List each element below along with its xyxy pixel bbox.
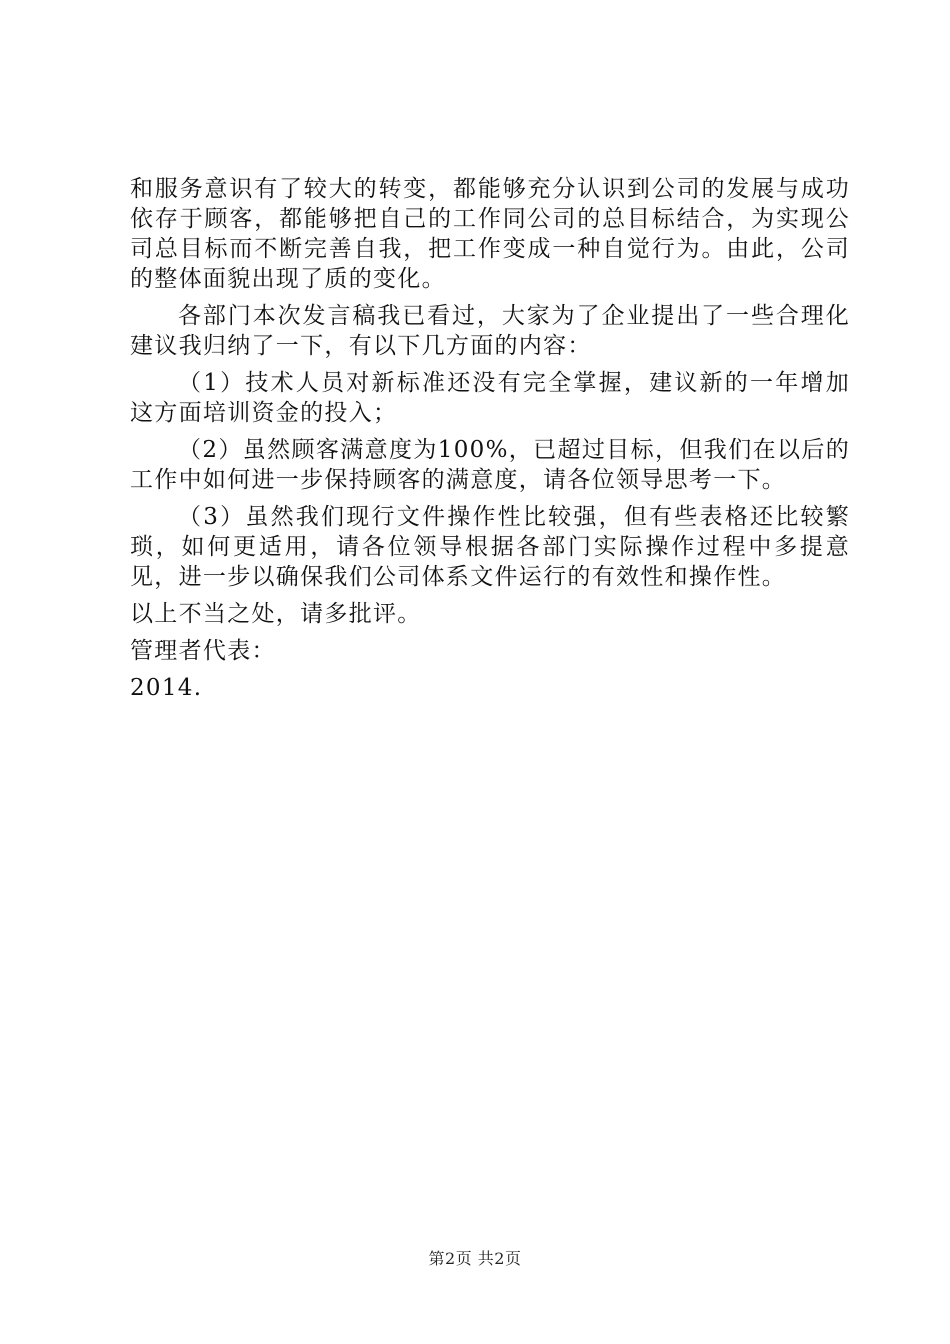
suggestion-item-3: （3）虽然我们现行文件操作性比较强，但有些表格还比较繁琐，如何更适用，请各位领导根据各部门实际操作过程中多提意见，进一步以确保我们公司体系文件运行的有效性和操作性。	[130, 504, 850, 590]
paragraph-suggestions-intro: 各部门本次发言稿我已看过，大家为了企业提出了一些合理化建议我归纳了一下，有以下几方面的内容：	[130, 303, 850, 359]
suggestion-item-2: （2）虽然顾客满意度为100%，已超过目标，但我们在以后的工作中如何进一步保持顾客的满意度，请各位领导思考一下。	[130, 437, 850, 493]
closing-remark: 以上不当之处，请多批评。	[130, 601, 422, 627]
signature-line: 管理者代表：	[130, 638, 276, 664]
document-body	[130, 174, 850, 710]
paragraph-continuation: 和服务意识有了较大的转变，都能够充分认识到公司的发展与成功依存于顾客，都能够把自己的工作同公司的总目标结合，为实现公司总目标而不断完善自我，把工作变成一种自觉行为。由此，公司的整体面貌出现了质的变化。	[130, 176, 850, 292]
page-number: 第2页 共2页	[428, 1249, 522, 1268]
page-footer	[0, 1246, 950, 1269]
document-date: 2014.	[130, 675, 203, 701]
suggestion-item-1: （1）技术人员对新标准还没有完全掌握，建议新的一年增加这方面培训资金的投入；	[130, 370, 850, 426]
